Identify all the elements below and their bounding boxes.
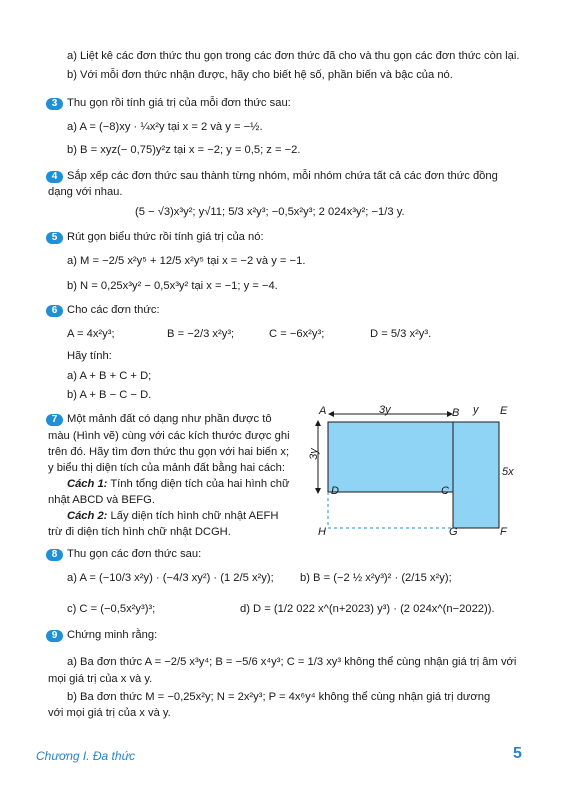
text-line: mọi giá trị của x và y. — [48, 673, 153, 685]
point-C: C — [441, 485, 449, 497]
exercise-prompt-cont: dạng với nhau. — [48, 186, 123, 198]
dim-3y-top: 3y — [379, 404, 391, 416]
monomial-B: B = −2/3 x²y³; — [167, 328, 235, 340]
exercise-badge: 4 — [46, 171, 63, 183]
exercise-prompt: Chứng minh rằng: — [67, 629, 158, 641]
text-line: màu (Hình vẽ) cùng với các kích thước được ghi — [48, 430, 290, 442]
text-line: trên đó. Hãy tìm đơn thức thu gọn với hai biến x; — [48, 446, 290, 458]
text-line: trừ đi diện tích hình chữ nhật DCGH. — [48, 526, 231, 538]
text-line: y biểu thị diện tích của mảnh đất bằng hai cách: — [48, 462, 285, 474]
rect-befg — [453, 422, 499, 528]
dim-y-top: y — [473, 404, 479, 416]
text-line: b) Với mỗi đơn thức nhận được, hãy cho biết hệ số, phần biến và bậc của nó. — [67, 69, 453, 81]
exercise-item: a) A = (−10/3 x²y) · (−4/3 xy²) · (1 2/5 x²y); — [67, 572, 274, 584]
method-2 — [67, 510, 278, 522]
exercise-item: b) B = xyz(− 0,75)y²z tại x = −2; y = 0,5; z = −2. — [67, 144, 301, 156]
exercise-item: a) A = (−8)xy · ¼x²y tại x = 2 và y = −½. — [67, 121, 263, 133]
exercise-prompt: Một mảnh đất có dạng như phần được tô — [67, 413, 272, 425]
monomial-C: C = −6x²y³; — [269, 328, 325, 340]
point-G: G — [449, 526, 458, 538]
rect-abcd — [328, 422, 453, 492]
method-1 — [67, 478, 289, 490]
exercise-badge: 5 — [46, 232, 63, 244]
exercise-prompt: Rút gọn biểu thức rồi tính giá trị của nó: — [67, 231, 264, 243]
exercise-badge: 7 — [46, 414, 63, 426]
dim-5x-right: 5x — [502, 466, 514, 478]
method-label: Cách 1: — [67, 478, 108, 490]
arrow-head-icon — [315, 488, 321, 494]
text-line: Hãy tính: — [67, 350, 112, 362]
exercise-prompt: Cho các đơn thức: — [67, 304, 160, 316]
math-list: (5 − √3)x³y²; y√11; 5/3 x²y³; −0,5x²y³; 2 024x³y²; −1/3 y. — [135, 206, 405, 218]
point-E: E — [500, 405, 508, 417]
exercise-item: b) Ba đơn thức M = −0,25x²y; N = 2x²y³; P = 4x⁶y⁴ không thể cùng nhận giá trị dương — [67, 691, 491, 703]
point-D: D — [331, 485, 339, 497]
exercise-badge: 8 — [46, 549, 63, 561]
exercise-item: b) N = 0,25x³y² − 0,5x³y² tại x = −1; y = −4. — [67, 280, 278, 292]
exercise-prompt: Thu gọn rồi tính giá trị của mỗi đơn thức sau: — [67, 97, 291, 109]
arrow-head-icon — [328, 411, 334, 417]
exercise-item: a) M = −2/5 x²y⁵ + 12/5 x²y⁵ tại x = −2 và y = −1. — [67, 255, 306, 267]
exercise-prompt: Thu gọn các đơn thức sau: — [67, 548, 202, 560]
exercise-item: c) C = (−0,5x²y³)³; — [67, 603, 156, 615]
exercise-badge: 9 — [46, 630, 63, 642]
land-figure — [307, 404, 525, 544]
dim-3y-left: 3y — [307, 448, 320, 460]
monomial-D: D = 5/3 x²y³. — [370, 328, 432, 340]
point-H: H — [318, 526, 326, 538]
exercise-item: b) B = (−2 ½ x²y³)² · (2/15 x²y); — [300, 572, 452, 584]
text-line: với mọi giá trị của x và y. — [48, 707, 171, 719]
exercise-badge: 6 — [46, 305, 63, 317]
chapter-title: Chương I. Đa thức — [36, 749, 136, 763]
method-label: Cách 2: — [67, 510, 108, 522]
text-line: a) Liệt kê các đơn thức thu gọn trong các đơn thức đã cho và thu gọn các đơn thức còn lại. — [67, 50, 520, 62]
exercise-item: a) Ba đơn thức A = −2/5 x³y⁴; B = −5/6 x⁴y³; C = 1/3 xy³ không thể cùng nhận giá trị âm với — [67, 656, 517, 668]
arrow-head-icon — [315, 420, 321, 426]
exercise-prompt: Sắp xếp các đơn thức sau thành từng nhóm, mỗi nhóm chứa tất cả các đơn thức đồng — [67, 170, 498, 182]
point-B: B — [452, 407, 460, 419]
method-text: Lấy diện tích hình chữ nhật AEFH — [107, 510, 279, 522]
text-line: nhật ABCD và BEFG. — [48, 494, 155, 506]
point-F: F — [500, 526, 507, 538]
exercise-badge: 3 — [46, 98, 63, 110]
monomial-A: A = 4x²y³; — [67, 328, 115, 340]
page-number: 5 — [513, 745, 522, 762]
exercise-item: a) A + B + C + D; — [67, 370, 152, 382]
exercise-item: b) A + B − C − D. — [67, 389, 152, 401]
point-A: A — [319, 405, 327, 417]
method-text: Tính tổng diện tích của hai hình chữ — [107, 478, 290, 490]
exercise-item: d) D = (1/2 022 x^(n+2023) y³) · (2 024x^(n−2022)). — [240, 603, 495, 615]
